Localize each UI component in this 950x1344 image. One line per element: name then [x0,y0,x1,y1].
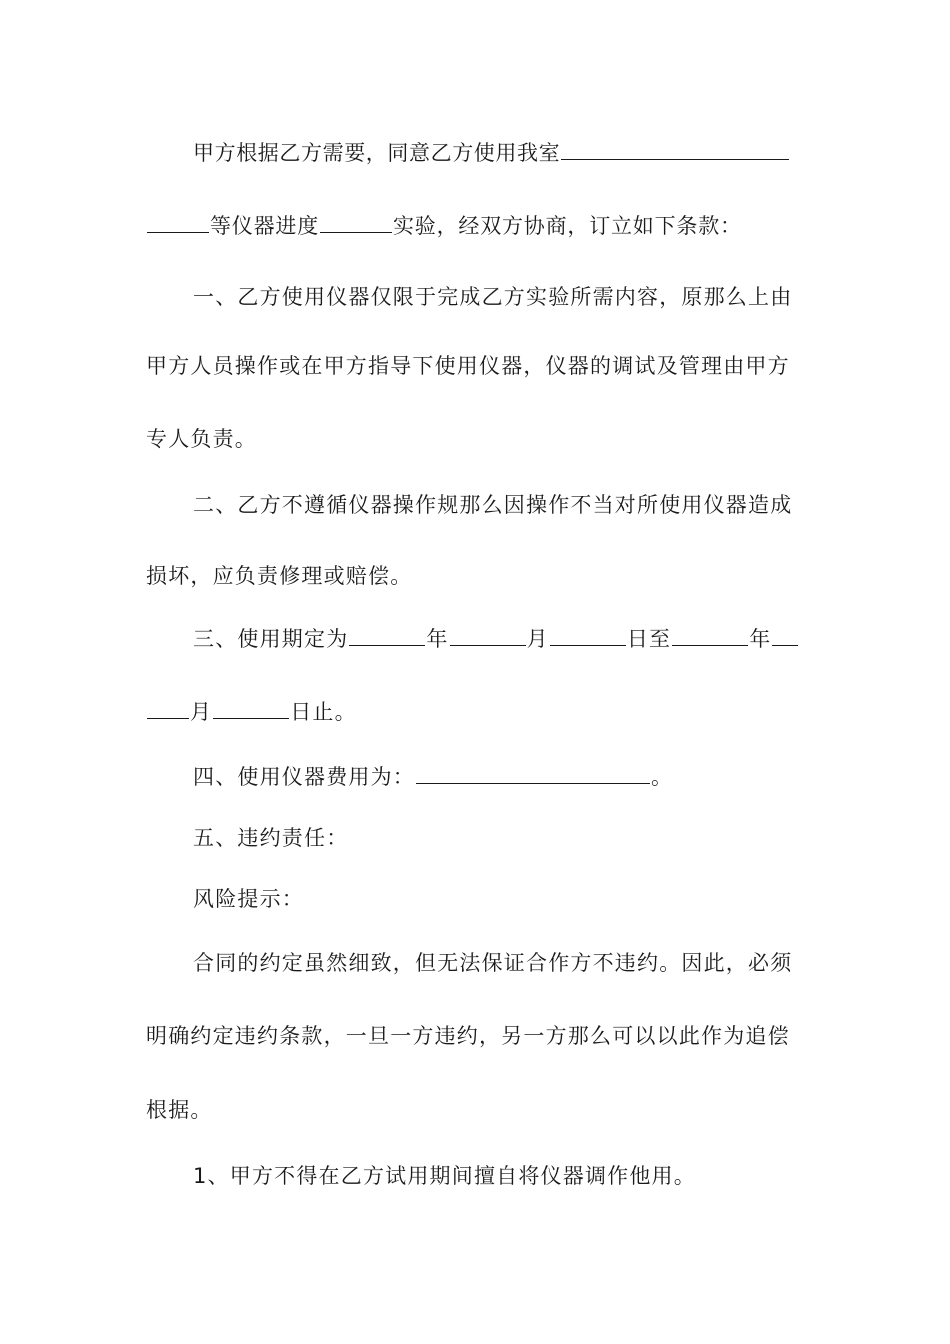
text-line-clause-1-end [146,424,806,454]
text-segment: 二、乙方不遵循仪器操作规那么因操作不当对所使用仪器造成 [193,493,793,517]
fill-blank-lab[interactable] [561,139,789,160]
text-segment: 根据。 [146,1098,213,1122]
text-segment: 甲方人员操作或在甲方指导下使用仪器，仪器的调试及管理由甲方 [146,354,790,378]
fill-blank-fee[interactable] [416,763,650,784]
text-segment: 等仪器进度 [210,214,319,238]
text-segment: 月 [526,627,549,651]
text-segment: 明确约定违约条款，一旦一方违约，另一方那么可以以此作为追偿 [146,1024,790,1048]
text-segment: 日至 [626,627,672,651]
text-line-clause-4 [193,762,806,792]
text-segment: 月 [190,700,213,724]
text-line-risk-title [193,884,806,914]
fill-blank-instruments[interactable] [147,212,209,233]
text-segment: 四、使用仪器费用为： [193,765,415,789]
fill-blank-start-day[interactable] [550,625,626,646]
text-line-clause-3 [193,624,806,654]
text-line-risk-body-cont [146,1021,806,1051]
text-segment: 一、乙方使用仪器仅限于完成乙方实验所需内容，原那么上由 [193,285,793,309]
fill-blank-end-year[interactable] [672,625,748,646]
text-line-item-1 [193,1161,806,1191]
text-line-risk-body-end [146,1095,806,1125]
text-segment: 损坏，应负责修理或赔偿。 [146,564,413,588]
text-line-clause-2 [193,490,806,520]
text-segment: 五、违约责任： [193,826,349,850]
text-line-clause-3-end [146,697,806,727]
text-segment: 实验，经双方协商，订立如下条款： [393,214,742,238]
text-line-clause-5 [193,823,806,853]
text-line-instruments [146,211,806,241]
fill-blank-end-day[interactable] [213,698,289,719]
text-segment: 三、使用期定为 [193,627,349,651]
text-segment: 专人负责。 [146,427,257,451]
text-segment: 风险提示： [193,887,304,911]
text-line-risk-body [193,948,806,978]
text-segment: 1、甲方不得在乙方试用期间擅自将仪器调作他用。 [193,1164,696,1188]
fill-blank-start-month[interactable] [450,625,526,646]
text-segment: 年 [426,627,449,651]
text-line-clause-1-cont [146,351,806,381]
text-segment: 甲方根据乙方需要，同意乙方使用我室 [193,141,561,165]
fill-blank-start-year[interactable] [349,625,425,646]
text-segment: 。 [651,765,674,789]
fill-blank-end-month[interactable] [147,698,189,719]
text-segment: 日止。 [290,700,357,724]
text-segment: 合同的约定虽然细致，但无法保证合作方不违约。因此，必须 [193,951,793,975]
text-segment: 年 [749,627,772,651]
fill-blank-end-month-start[interactable] [772,625,798,646]
text-line-clause-2-end [146,561,806,591]
text-line-intro [193,138,806,168]
fill-blank-progress[interactable] [320,212,392,233]
text-line-clause-1 [193,282,806,312]
